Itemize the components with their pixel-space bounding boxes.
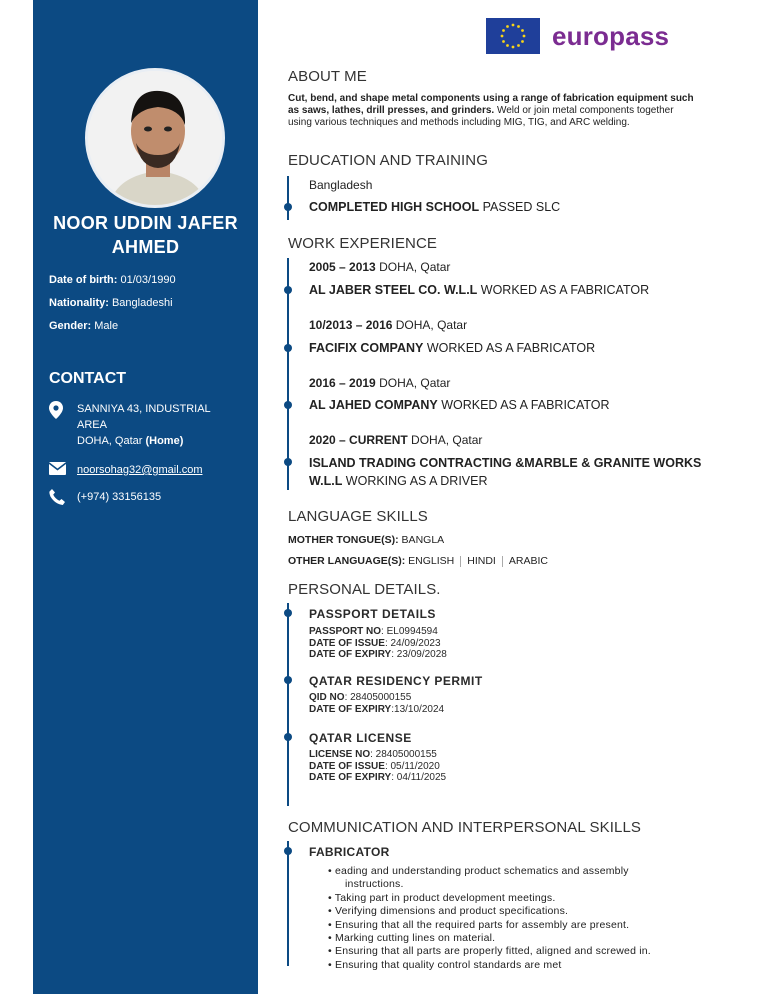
timeline-dot bbox=[284, 733, 292, 741]
list-item: • eading and understanding product schematics and assembly bbox=[328, 865, 629, 877]
work-entry: FACIFIX COMPANY WORKED AS A FABRICATOR bbox=[309, 341, 596, 355]
eu-flag-icon bbox=[486, 18, 540, 54]
timeline-line bbox=[287, 603, 289, 806]
date-of-birth: Date of birth: 01/03/1990 bbox=[49, 274, 176, 286]
contact-heading: CONTACT bbox=[49, 370, 127, 387]
sidebar bbox=[33, 0, 258, 994]
list-item: • Ensuring that all the required parts for assembly are present. bbox=[328, 918, 630, 931]
timeline-dot bbox=[284, 847, 292, 855]
work-dates: 2020 – CURRENT DOHA, Qatar bbox=[309, 433, 483, 447]
timeline-line bbox=[287, 841, 289, 966]
work-entry: AL JAHED COMPANY WORKED AS A FABRICATOR bbox=[309, 398, 610, 412]
list-item: instructions. bbox=[345, 878, 404, 891]
mother-tongue: MOTHER TONGUE(S): BANGLA bbox=[288, 534, 445, 546]
profile-photo bbox=[85, 68, 225, 208]
timeline-dot bbox=[284, 458, 292, 466]
timeline-dot bbox=[284, 676, 292, 684]
nationality: Nationality: Bangladeshi bbox=[49, 297, 173, 309]
list-item: • Marking cutting lines on material. bbox=[328, 932, 496, 945]
other-languages: OTHER LANGUAGE(S): ENGLISH HINDI ARABIC bbox=[288, 555, 548, 567]
education-entry: COMPLETED HIGH SCHOOL PASSED SLC bbox=[309, 200, 561, 214]
europass-wordmark: europass bbox=[552, 20, 670, 51]
email-link[interactable]: noorsohag32@gmail.com bbox=[77, 464, 203, 476]
work-dates: 10/2013 – 2016 DOHA, Qatar bbox=[309, 318, 468, 332]
phone bbox=[49, 489, 227, 510]
email bbox=[49, 462, 227, 480]
education-location: Bangladesh bbox=[309, 178, 373, 192]
timeline-dot bbox=[284, 609, 292, 617]
timeline-dot bbox=[284, 344, 292, 352]
work-entry: ISLAND TRADING CONTRACTING &MARBLE & GRANITE WORKS W.L.L WORKING AS A DRIVER bbox=[309, 456, 702, 488]
license-title: QATAR LICENSE bbox=[309, 731, 412, 745]
phone-icon bbox=[49, 489, 77, 510]
envelope-icon bbox=[49, 462, 77, 480]
timeline-line bbox=[287, 176, 289, 220]
gender: Gender: Male bbox=[49, 320, 119, 332]
about-heading: ABOUT ME bbox=[288, 68, 367, 85]
timeline-dot bbox=[284, 286, 292, 294]
passport-details: PASSPORT NO: EL0994594 DATE OF ISSUE: 24/09/2023 DATE OF EXPIRY: 23/09/2028 bbox=[309, 626, 447, 660]
list-item: • Ensuring that all parts are properly fitted, aligned and screwed in. bbox=[328, 945, 651, 958]
residency-details: QID NO: 28405000155 DATE OF EXPIRY:13/10/2024 bbox=[309, 692, 445, 715]
communication-heading: COMMUNICATION AND INTERPERSONAL SKILLS bbox=[288, 819, 642, 836]
list-item: • Ensuring that quality control standards are met bbox=[328, 958, 562, 971]
list-item: • Verifying dimensions and product specifications. bbox=[328, 905, 569, 918]
timeline-dot bbox=[284, 401, 292, 409]
residency-title: QATAR RESIDENCY PERMIT bbox=[309, 674, 483, 688]
timeline-dot bbox=[284, 203, 292, 211]
personal-heading: PERSONAL DETAILS. bbox=[288, 581, 441, 598]
person-name: NOOR UDDIN JAFER AHMED bbox=[53, 213, 238, 257]
phone-number: (+974) 33156135 bbox=[77, 491, 162, 503]
work-entry: AL JABER STEEL CO. W.L.L WORKED AS A FABRICATOR bbox=[309, 283, 650, 297]
work-dates: 2005 – 2013 DOHA, Qatar bbox=[309, 260, 451, 274]
education-heading: EDUCATION AND TRAINING bbox=[288, 152, 488, 169]
communication-subtitle: FABRICATOR bbox=[309, 845, 390, 859]
list-item: • Taking part in product development meetings. bbox=[328, 891, 556, 904]
work-dates: 2016 – 2019 DOHA, Qatar bbox=[309, 376, 451, 390]
language-heading: LANGUAGE SKILLS bbox=[288, 508, 428, 525]
skills-list bbox=[328, 865, 651, 972]
work-heading: WORK EXPERIENCE bbox=[288, 235, 438, 252]
license-details: LICENSE NO: 28405000155 DATE OF ISSUE: 05/11/2020 DATE OF EXPIRY: 04/11/2025 bbox=[309, 749, 447, 783]
location-pin-icon bbox=[49, 401, 77, 449]
europass-logo bbox=[486, 18, 669, 54]
address: SANNIYA 43, INDUSTRIAL AREA DOHA, Qatar (Home) bbox=[49, 401, 227, 449]
passport-title: PASSPORT DETAILS bbox=[309, 607, 436, 621]
about-text: Cut, bend, and shape metal components using a range of fabrication equipment such as saws, lathes, drill presses, and grinders. Weld or join metal components together using various techniques and methods including MIG, TIG, and ARC welding. bbox=[288, 93, 694, 128]
